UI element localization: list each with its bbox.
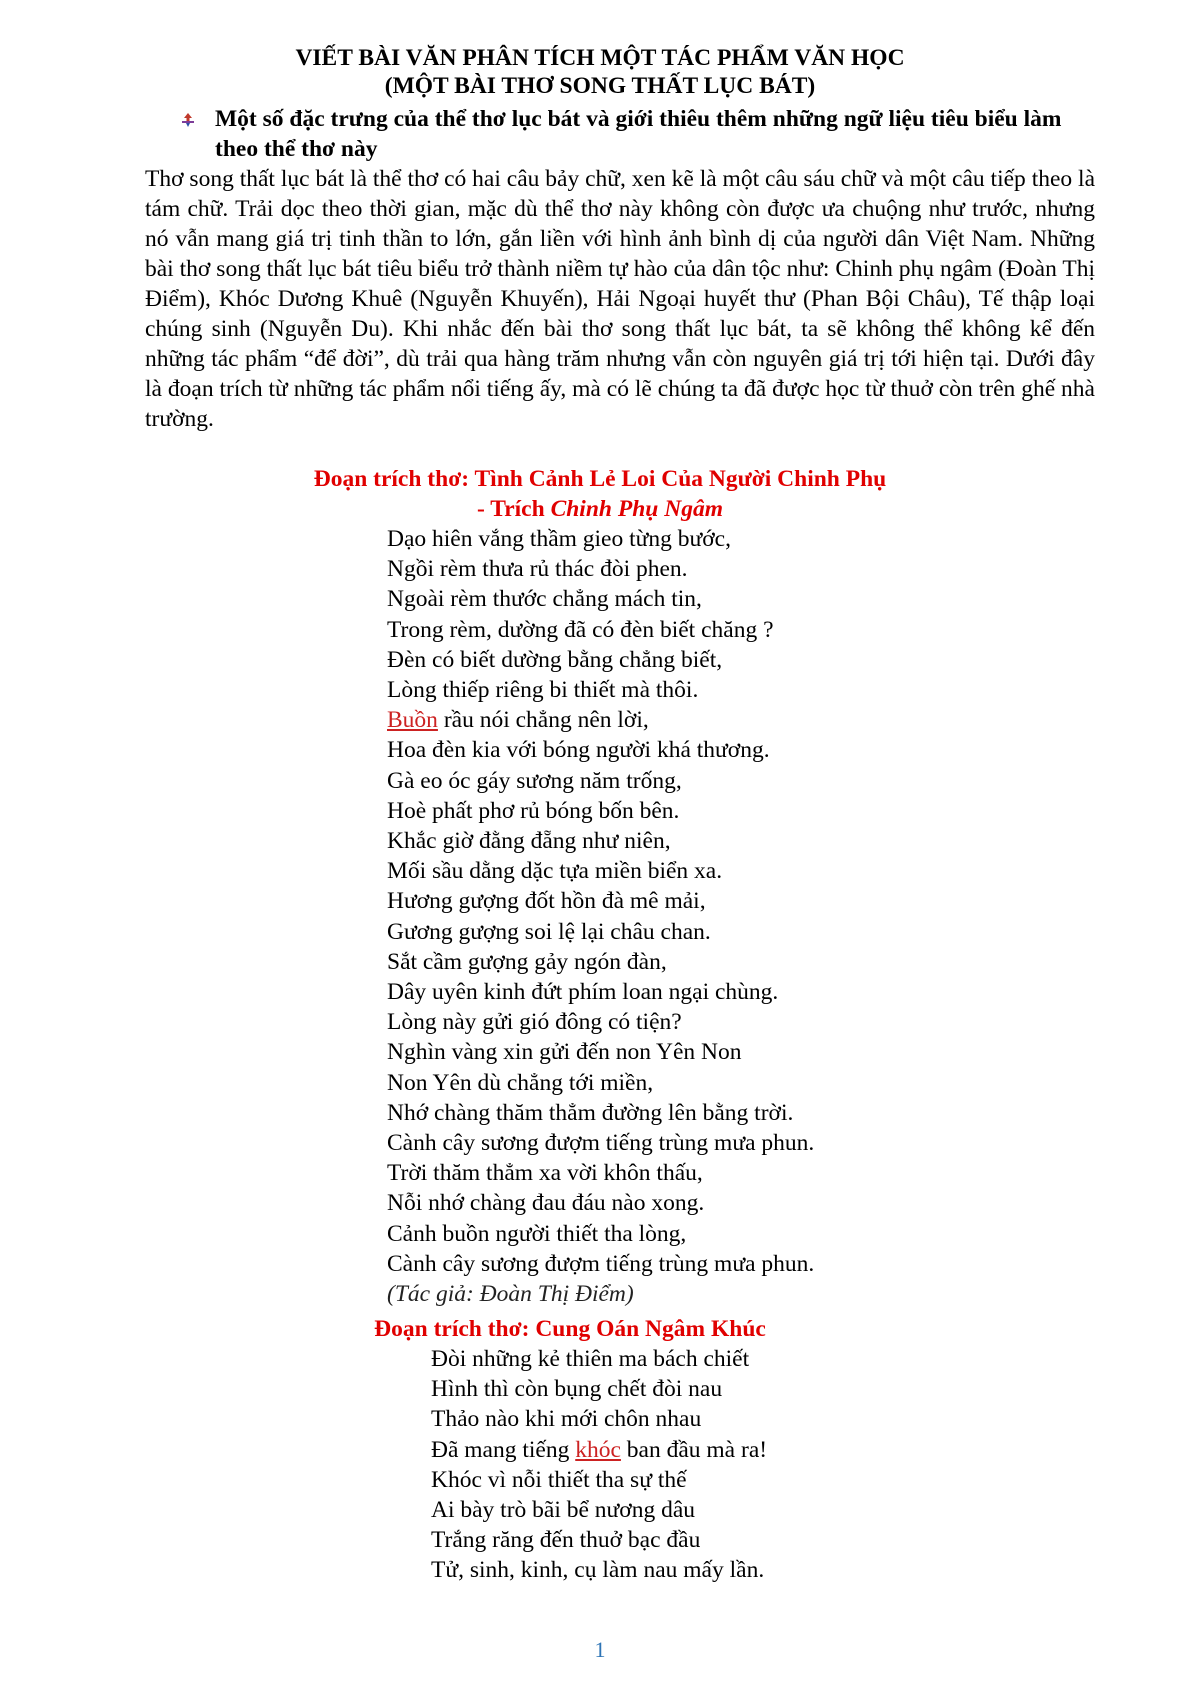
- poem-line: Trắng răng đến thuở bạc đầu: [431, 1527, 701, 1554]
- excerpt2-title: Đoạn trích thơ: Cung Oán Ngâm Khúc: [374, 1316, 766, 1342]
- poem-line: Ai bày trò bãi bể nương dâu: [431, 1497, 696, 1524]
- excerpt1-subtitle: [0, 494, 1200, 524]
- poem-line: Thảo nào khi mới chôn nhau: [431, 1406, 702, 1433]
- poem-line: [431, 1435, 767, 1465]
- poem-line: Khắc giờ đằng đẵng như niên,: [387, 828, 671, 855]
- section-heading: Một số đặc trưng của thể thơ lục bát và giới thiêu thêm những ngữ liệu tiêu biểu làm theo thể thơ này: [215, 106, 1062, 162]
- poem-line: Lòng thiếp riêng bi thiết mà thôi.: [387, 677, 699, 704]
- poem-line: Nhớ chàng thăm thẳm đường lên bằng trời.: [387, 1099, 794, 1126]
- document-subtitle: (MỘT BÀI THƠ SONG THẤT LỤC BÁT): [384, 73, 816, 99]
- poem-line: Khóc vì nỗi thiết tha sự thế: [431, 1466, 687, 1493]
- poem-line: Cảnh buồn người thiết tha lòng,: [387, 1220, 687, 1247]
- intro-text: Thơ song thất lục bát là thể thơ có hai câu bảy chữ, xen kẽ là một câu sáu chữ và một câu tiếp theo là tám chữ. Trải dọc theo thời gian, mặc dù thể thơ này không còn được ưa chuộng như trước, nhưng nó vẫn mang giá trị tinh thần to lớn, gắn liền với hình ảnh bình dị của người dân Việt Nam. Những bài thơ song thất lục bát tiêu biểu trở thành niềm tự hào của dân tộc như: Chinh phụ ngâm (Đoàn Thị Điểm), Khóc Dương Khuê (Nguyễn Khuyến), Hải Ngoại huyết thư (Phan Bội Châu), Tế thập loại chúng sinh (Nguyễn Du). Khi nhắc đến bài thơ song thất lục bát, ta sẽ không thể không kể đến những tác phẩm “để đời”, dù trải qua hàng trăm nhưng vẫn còn nguyên giá trị tới hiện tại. Dưới đây là đoạn trích từ những tác phẩm nổi tiếng ấy, mà có lẽ chúng ta đã được học từ thuở còn trên ghế nhà trường.: [145, 166, 1095, 432]
- poem-line-post: ban đầu mà ra!: [620, 1436, 768, 1463]
- excerpt1-author: (Tác giả: Đoàn Thị Điểm): [387, 1281, 634, 1308]
- excerpt1-poem: [387, 524, 814, 1309]
- document-title: VIẾT BÀI VĂN PHÂN TÍCH MỘT TÁC PHẨM VĂN HỌC: [295, 45, 905, 71]
- poem-line: [387, 705, 814, 735]
- poem-line: Ngoài rèm thước chẳng mách tin,: [387, 586, 702, 613]
- poem-line-pre: Đã mang tiếng: [431, 1436, 576, 1463]
- intro-paragraph: [145, 164, 1095, 434]
- poem-line: Gương gượng soi lệ lại châu chan.: [387, 918, 711, 945]
- poem-line-rest: rầu nói chẳng nên lời,: [437, 707, 649, 734]
- excerpt1-title: Đoạn trích thơ: Tình Cảnh Lẻ Loi Của Người Chinh Phụ: [313, 466, 887, 492]
- poem-line: Đèn có biết dường bằng chẳng biết,: [387, 646, 723, 673]
- poem-line: Nghìn vàng xin gửi đến non Yên Non: [387, 1039, 742, 1066]
- poem-line: Trong rèm, dường đã có đèn biết chăng ?: [387, 616, 774, 643]
- poem-line: Gà eo óc gáy sương năm trống,: [387, 767, 682, 794]
- poem-line: Hoa đèn kia với bóng người khá thương.: [387, 737, 770, 764]
- poem-line: Cành cây sương đượm tiếng trùng mưa phun.: [387, 1250, 815, 1277]
- excerpt2-poem: [431, 1344, 767, 1586]
- poem-line: Sắt cầm gượng gảy ngón đàn,: [387, 948, 667, 975]
- poem-line: Ngồi rèm thưa rủ thác đòi phen.: [387, 556, 688, 583]
- poem-line: Dạo hiên vắng thầm gieo từng bước,: [387, 526, 731, 552]
- page-number: 1: [594, 1637, 606, 1662]
- poem-line: Dây uyên kinh đứt phím loan ngại chùng.: [387, 979, 779, 1006]
- poem-line: Hoè phất phơ rủ bóng bốn bên.: [387, 797, 680, 824]
- poem-line: Nỗi nhớ chàng đau đáu nào xong.: [387, 1190, 705, 1217]
- poem-line: Cành cây sương đượm tiếng trùng mưa phun.: [387, 1130, 815, 1157]
- bullet-arrow-icon: [180, 112, 196, 128]
- poem-line: Hình thì còn bụng chết đòi nau: [431, 1376, 723, 1403]
- poem-line: Hương gượng đốt hồn đà mê mải,: [387, 888, 706, 915]
- poem-line: Non Yên dù chẳng tới miền,: [387, 1069, 654, 1096]
- poem-line: Đòi những kẻ thiên ma bách chiết: [431, 1346, 750, 1372]
- poem-line: Lòng này gửi gió đông có tiện?: [387, 1009, 682, 1036]
- hyperlink-word[interactable]: khóc: [575, 1436, 621, 1463]
- poem-line: Mối sầu dằng dặc tựa miền biển xa.: [387, 858, 723, 885]
- poem-line: Trời thăm thẳm xa vời khôn thấu,: [387, 1160, 703, 1187]
- poem-line: Tử, sinh, kinh, cụ làm nau mấy lần.: [431, 1557, 765, 1584]
- hyperlink-word[interactable]: Buồn: [387, 707, 438, 734]
- excerpt1-work-title: Chinh Phụ Ngâm: [550, 496, 723, 522]
- excerpt1-subtitle-prefix: - Trích: [477, 496, 551, 522]
